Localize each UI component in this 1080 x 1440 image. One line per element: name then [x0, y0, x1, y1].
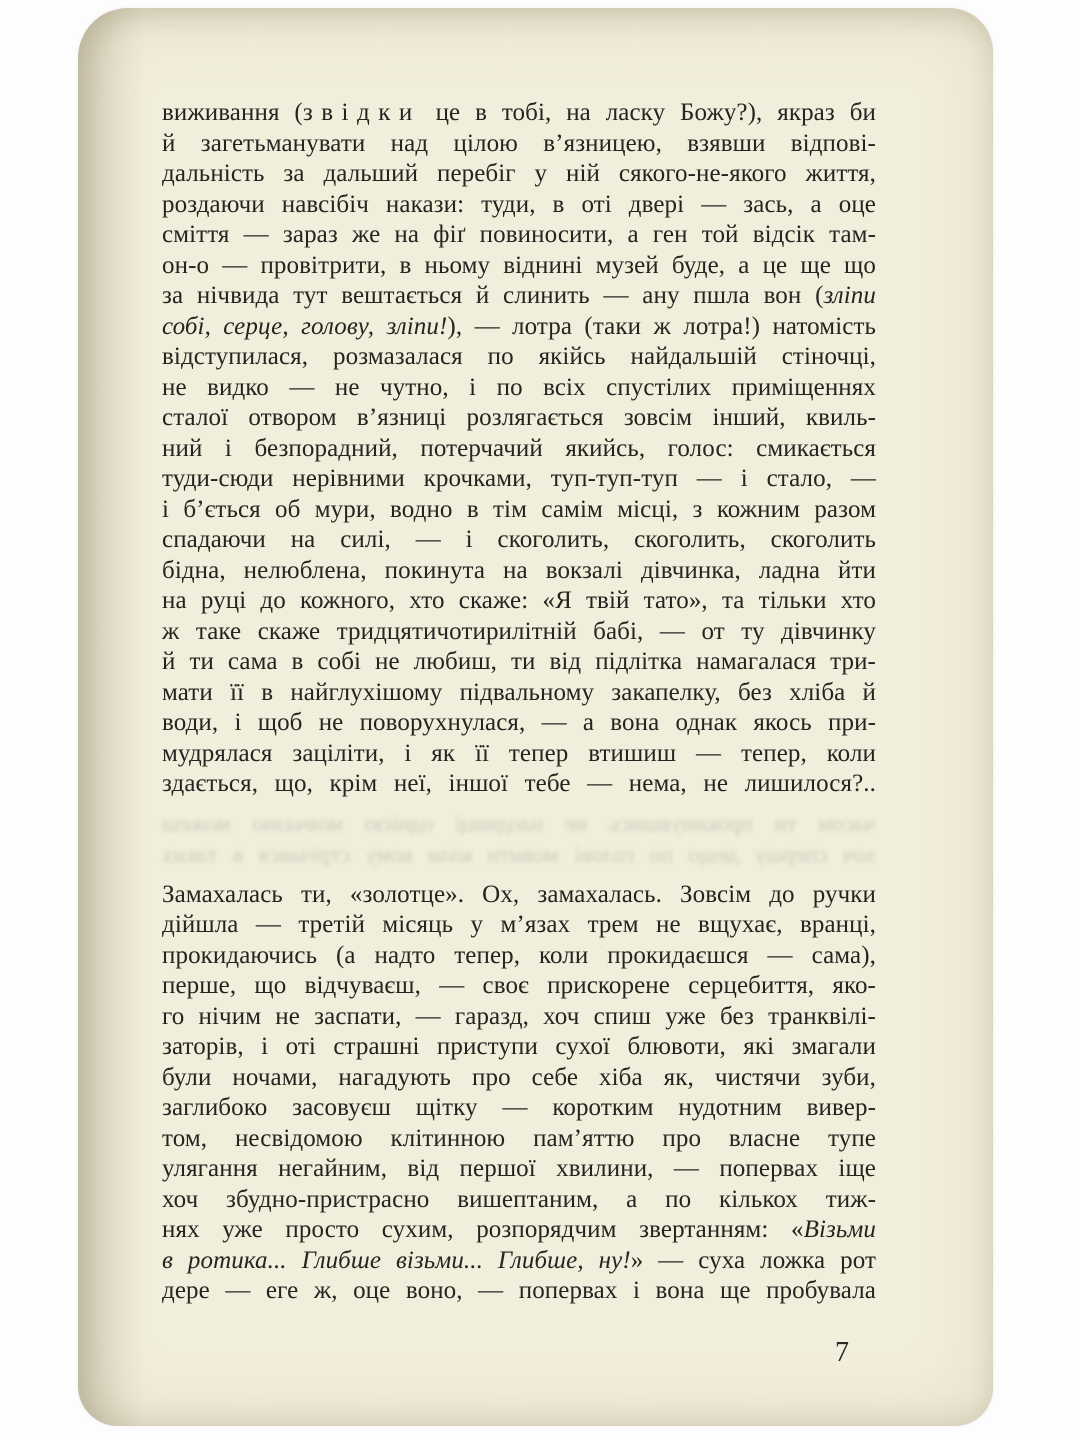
text-line: заторів, і оті страшні приступи сухої блювоти, які змагали [162, 1033, 876, 1060]
text-line: мудрялася заціліти, і як її тепер втишиш — тепер, коли [162, 739, 876, 767]
text-line: нях уже просто сухим, розпорядчим звертанням: «Візьми [162, 1216, 876, 1243]
text-line: собі, серце, голову, зліпи!), — лотра (таки ж лотра!) натомість [162, 312, 876, 340]
text-line: були ночами, нагадують про себе хіба як, чистячи зуби, [162, 1063, 876, 1091]
paragraph [162, 880, 876, 1307]
text-line: бідна, нелюблена, покинута на вокзалі дівчинка, ладна йти [162, 556, 876, 584]
text-line: й ти сама в собі не любиш, ти від підлітка намагалася три- [162, 648, 876, 675]
text-line: ний і безпорадний, потерчачий якийсь, голос: смикається [162, 434, 876, 462]
text-line: том, несвідомою клітинною пам’яттю про власне тупе [162, 1124, 876, 1152]
text-line: мати її в найглухішому підвальному закапелку, без хліба й [162, 678, 876, 706]
text-line: в ротика... Глибше візьми... Глибше, ну!» — суха ложка рот [162, 1246, 876, 1274]
page-number: 7 [835, 1337, 849, 1368]
ghost-bleed-line: часом ти прокинувшись не наодинці однією мовчазно можеш [162, 811, 876, 836]
text-line: за нічвида тут вештається й слинить — ану пшла вон (зліпи [162, 282, 876, 309]
text-line: спадаючи на силі, — і скоголить, скоголить, скоголить [162, 526, 876, 553]
text-line: виживання (звідки це в тобі, на ласку Божу?), якраз би [162, 99, 876, 126]
text-line: сталої отвором в’язниці розлягається зовсім інший, квиль- [162, 404, 876, 431]
text-line: го нічим не заспати, — гаразд, хоч спиш уже без транквілі- [162, 1002, 876, 1030]
text-line: сміття — зараз же на фіґ повиносити, а ген той відсік там- [162, 221, 876, 248]
text-line: хоч збудно-пристрасно вишептаним, а по кількох тиж- [162, 1185, 876, 1213]
text-line: дальність за дальший перебіг у ній сякого-не-якого життя, [162, 160, 876, 187]
text-line: заглибоко засовуєш щітку — коротким нудотним вивер- [162, 1094, 876, 1121]
ghost-bleed-line: хоч спершу дещо по голові мовити коли кому стрічався в таких [162, 842, 876, 867]
text-line: улягання негайним, від першої хвилини, — попервах іще [162, 1155, 876, 1182]
text-line: Замахалась ти, «золотце». Ох, замахалась. Зовсім до ручки [162, 880, 876, 908]
text-line: туди-сюди нерівними крочками, туп-туп-туп — і стало, — [162, 465, 876, 492]
text-line: дійшла — третій місяць у м’язах трем не вщухає, вранці, [162, 911, 876, 938]
text-line: на руці до кожного, хто скаже: «Я твій тато», та тільки хто [162, 587, 876, 614]
paragraph [162, 98, 876, 800]
book-page [78, 8, 993, 1426]
text-line: перше, що відчуваєш, — своє прискорене серцебиття, яко- [162, 972, 876, 999]
text-line: дере — еге ж, оце воно, — попервах і вона ще пробувала [162, 1277, 876, 1304]
text-line: прокидаючись (а надто тепер, коли прокидаєшся — сама), [162, 941, 876, 969]
text-line: роздаючи навсібіч накази: туди, в оті двері — зась, а оце [162, 190, 876, 218]
text-line: не видко — не чутно, і по всіх спустілих приміщеннях [162, 373, 876, 401]
text-line: ж таке скаже тридцятичотирилітній бабі, — от ту дівчинку [162, 617, 876, 645]
text-block [162, 98, 876, 1307]
text-line: й загетьманувати над цілою в’язницею, взявши відпові- [162, 129, 876, 157]
text-line: відступилася, розмазалася по якійсь найдальшій стіночці, [162, 343, 876, 370]
text-line: води, і щоб не поворухнулася, — а вона однак якось при- [162, 709, 876, 736]
text-line: здається, що, крім неї, іншої тебе — нема, не лишилося?.. [162, 770, 876, 797]
text-line: і б’ється об мури, водно в тім самім місці, з кожним разом [162, 495, 876, 523]
text-line: он-о — провітрити, в ньому віднині музей буде, а це ще що [162, 251, 876, 279]
